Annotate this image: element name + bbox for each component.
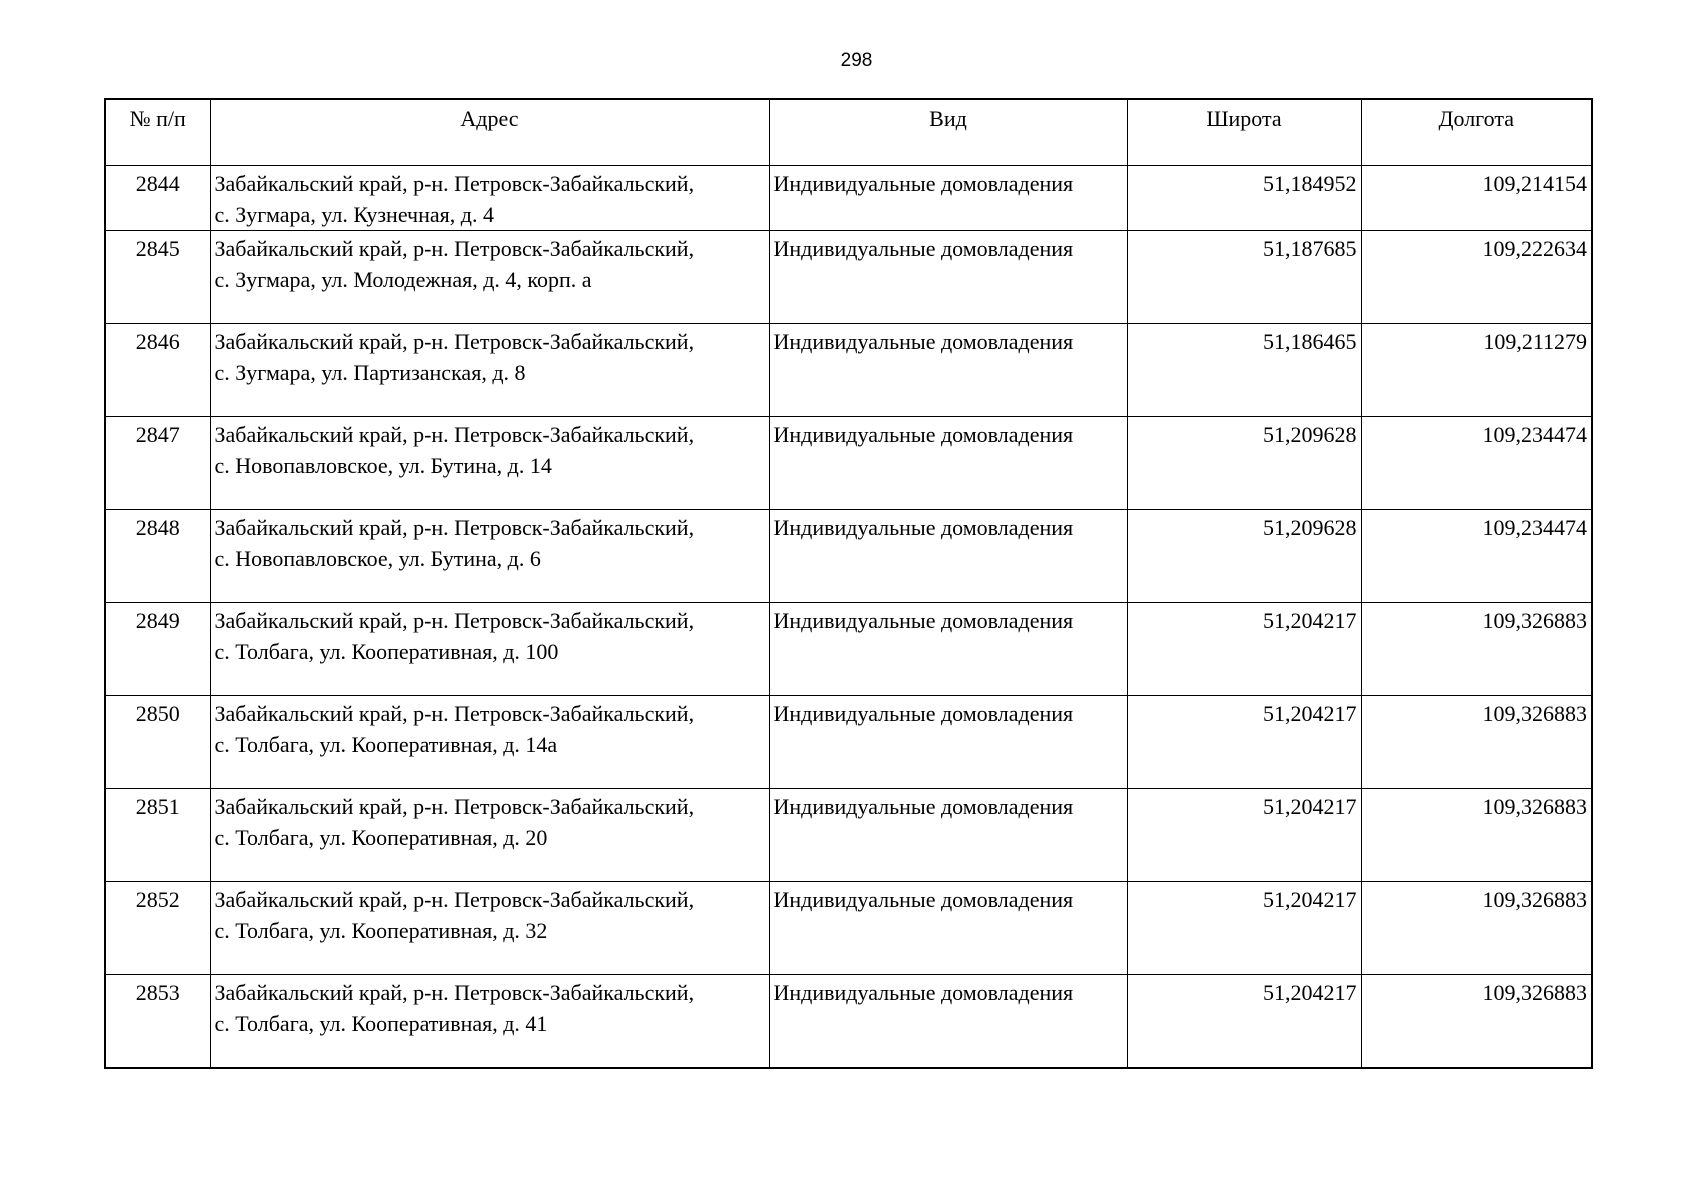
row-latitude: 51,204217 <box>1127 696 1361 789</box>
table-row <box>105 231 1592 324</box>
address-line-1: Забайкальский край, р-н. Петровск-Забайкальский, <box>214 515 695 540</box>
address-line-2: с. Новопавловское, ул. Бутина, д. 14 <box>214 453 552 478</box>
row-kind: Индивидуальные домовладения <box>769 166 1127 231</box>
address-line-2: с. Толбага, ул. Кооперативная, д. 20 <box>214 825 548 850</box>
address-line-1: Забайкальский край, р-н. Петровск-Забайкальский, <box>214 887 695 912</box>
address-line-2: с. Толбага, ул. Кооперативная, д. 32 <box>214 918 548 943</box>
address-line-1: Забайкальский край, р-н. Петровск-Забайкальский, <box>214 701 695 726</box>
row-longitude: 109,326883 <box>1361 975 1592 1068</box>
row-number: 2846 <box>105 324 210 417</box>
row-kind: Индивидуальные домовладения <box>769 975 1127 1068</box>
row-address <box>210 882 769 975</box>
row-latitude: 51,204217 <box>1127 975 1361 1068</box>
row-address <box>210 166 769 231</box>
row-kind: Индивидуальные домовладения <box>769 696 1127 789</box>
table-row <box>105 882 1592 975</box>
table-header-row <box>105 99 1592 166</box>
row-number: 2853 <box>105 975 210 1068</box>
row-latitude: 51,187685 <box>1127 231 1361 324</box>
row-address <box>210 510 769 603</box>
table-row <box>105 789 1592 882</box>
address-line-2: с. Зугмара, ул. Партизанская, д. 8 <box>214 360 526 385</box>
row-address <box>210 231 769 324</box>
address-table <box>104 98 1593 1069</box>
row-longitude: 109,234474 <box>1361 417 1592 510</box>
address-line-2: с. Толбага, ул. Кооперативная, д. 41 <box>214 1011 548 1036</box>
row-latitude: 51,209628 <box>1127 510 1361 603</box>
row-kind: Индивидуальные домовладения <box>769 417 1127 510</box>
row-kind: Индивидуальные домовладения <box>769 324 1127 417</box>
row-longitude: 109,326883 <box>1361 696 1592 789</box>
row-address <box>210 417 769 510</box>
row-number: 2849 <box>105 603 210 696</box>
row-latitude: 51,184952 <box>1127 166 1361 231</box>
row-address <box>210 789 769 882</box>
header-latitude: Широта <box>1127 99 1361 166</box>
address-line-1: Забайкальский край, р-н. Петровск-Забайкальский, <box>214 329 695 354</box>
row-latitude: 51,204217 <box>1127 603 1361 696</box>
address-line-1: Забайкальский край, р-н. Петровск-Забайкальский, <box>214 608 695 633</box>
row-number: 2844 <box>105 166 210 231</box>
address-line-1: Забайкальский край, р-н. Петровск-Забайкальский, <box>214 422 695 447</box>
row-number: 2848 <box>105 510 210 603</box>
table-row <box>105 417 1592 510</box>
row-longitude: 109,211279 <box>1361 324 1592 417</box>
row-number: 2852 <box>105 882 210 975</box>
table-row <box>105 975 1592 1068</box>
address-line-2: с. Толбага, ул. Кооперативная, д. 14а <box>214 732 558 757</box>
row-kind: Индивидуальные домовладения <box>769 882 1127 975</box>
table-row <box>105 603 1592 696</box>
row-longitude: 109,234474 <box>1361 510 1592 603</box>
table-row <box>105 510 1592 603</box>
table-row <box>105 324 1592 417</box>
row-latitude: 51,186465 <box>1127 324 1361 417</box>
row-address <box>210 696 769 789</box>
row-longitude: 109,326883 <box>1361 882 1592 975</box>
row-kind: Индивидуальные домовладения <box>769 510 1127 603</box>
address-line-1: Забайкальский край, р-н. Петровск-Забайкальский, <box>214 980 695 1005</box>
header-address: Адрес <box>210 99 769 166</box>
row-address <box>210 975 769 1068</box>
row-kind: Индивидуальные домовладения <box>769 789 1127 882</box>
row-kind: Индивидуальные домовладения <box>769 603 1127 696</box>
row-longitude: 109,222634 <box>1361 231 1592 324</box>
table-row <box>105 696 1592 789</box>
row-latitude: 51,204217 <box>1127 882 1361 975</box>
row-latitude: 51,209628 <box>1127 417 1361 510</box>
row-kind: Индивидуальные домовладения <box>769 231 1127 324</box>
row-number: 2850 <box>105 696 210 789</box>
address-line-1: Забайкальский край, р-н. Петровск-Забайкальский, <box>214 794 695 819</box>
row-address <box>210 603 769 696</box>
header-number: № п/п <box>105 99 210 166</box>
address-line-1: Забайкальский край, р-н. Петровск-Забайкальский, <box>214 171 695 196</box>
row-number: 2845 <box>105 231 210 324</box>
row-longitude: 109,326883 <box>1361 603 1592 696</box>
table-row <box>105 166 1592 231</box>
row-longitude: 109,214154 <box>1361 166 1592 231</box>
header-kind: Вид <box>769 99 1127 166</box>
address-line-2: с. Новопавловское, ул. Бутина, д. 6 <box>214 546 541 571</box>
row-address <box>210 324 769 417</box>
header-longitude: Долгота <box>1361 99 1592 166</box>
address-line-1: Забайкальский край, р-н. Петровск-Забайкальский, <box>214 236 695 261</box>
row-latitude: 51,204217 <box>1127 789 1361 882</box>
row-longitude: 109,326883 <box>1361 789 1592 882</box>
row-number: 2847 <box>105 417 210 510</box>
row-number: 2851 <box>105 789 210 882</box>
address-line-2: с. Зугмара, ул. Кузнечная, д. 4 <box>214 202 494 227</box>
page-number: 298 <box>840 50 873 71</box>
address-line-2: с. Зугмара, ул. Молодежная, д. 4, корп. а <box>214 267 592 292</box>
address-line-2: с. Толбага, ул. Кооперативная, д. 100 <box>214 639 559 664</box>
